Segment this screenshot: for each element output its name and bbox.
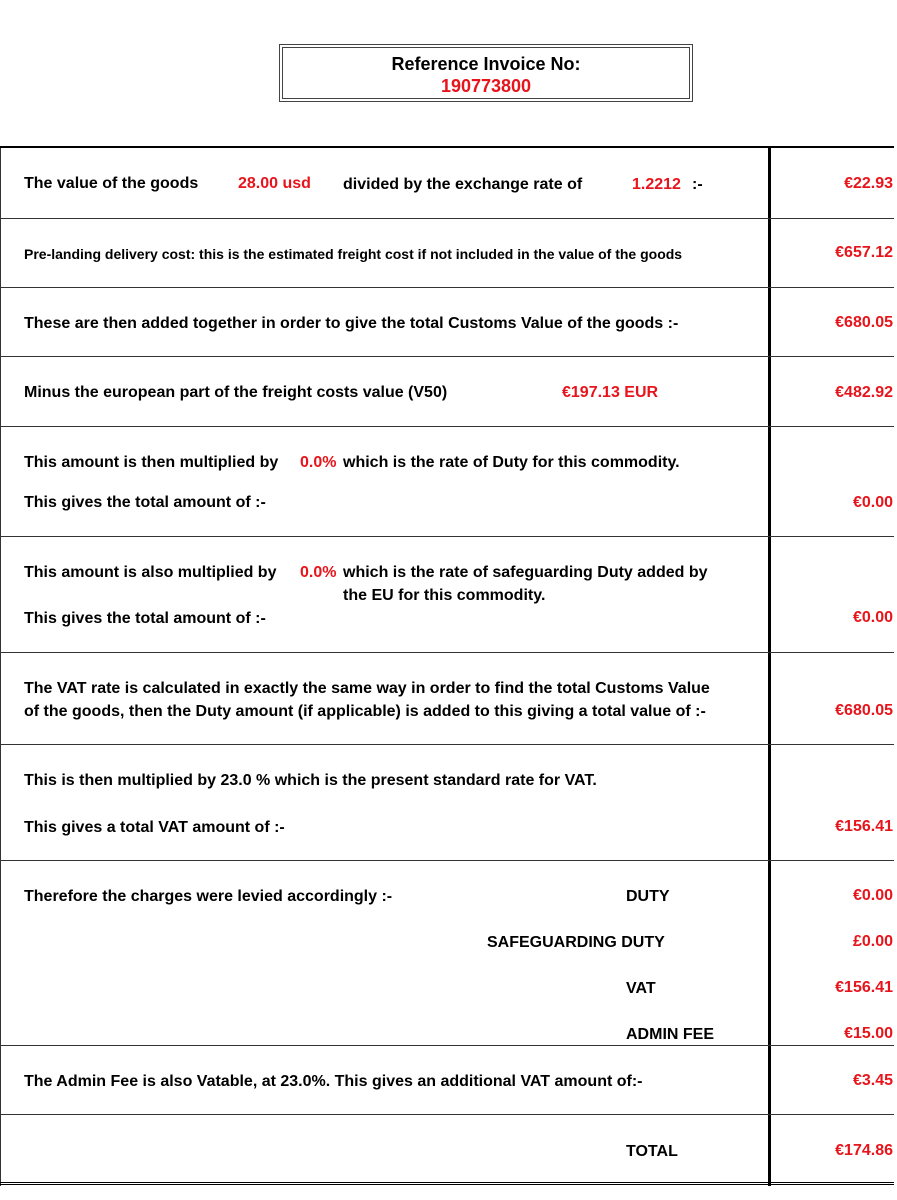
safeguarding-total-label: This gives the total amount of :-: [24, 610, 266, 627]
goods-euro-amount: €22.93: [844, 175, 893, 192]
table-bottom-border: [0, 1182, 894, 1185]
duty-rate-description: which is the rate of Duty for this commodity.: [343, 454, 680, 471]
row-divider: [0, 356, 894, 357]
row-divider: [0, 536, 894, 537]
charge-label-safeguarding: SAFEGUARDING DUTY: [487, 934, 665, 951]
reference-label: Reference Invoice No:: [391, 54, 581, 74]
charge-amount-admin-fee: €15.00: [844, 1025, 893, 1042]
vat-total-label: This gives a total VAT amount of :-: [24, 819, 285, 836]
row-divider: [0, 426, 894, 427]
row-divider: [0, 218, 894, 219]
amount-column-divider: [768, 146, 771, 1186]
charge-amount-safeguarding: £0.00: [852, 933, 893, 950]
goods-value-label: The value of the goods: [24, 175, 199, 192]
duty-rate: 0.0%: [300, 454, 337, 471]
row-divider: [0, 860, 894, 861]
charges-intro: Therefore the charges were levied accordingly :-: [24, 888, 393, 905]
reference-box-inner: [282, 47, 690, 99]
safeguarding-rate: 0.0%: [300, 564, 337, 581]
row-divider: [0, 744, 894, 745]
admin-fee-vat-label: The Admin Fee is also Vatable, at 23.0%. This gives an additional VAT amount of:-: [24, 1073, 643, 1090]
freight-deduction-value: €197.13 EUR: [562, 384, 659, 401]
exchange-rate-label: divided by the exchange rate of: [343, 176, 583, 193]
freight-deduction-label: Minus the european part of the freight costs value (V50): [24, 384, 448, 401]
row-divider: [0, 652, 894, 653]
charge-amount-vat: €156.41: [835, 979, 893, 996]
admin-fee-vat-amount: €3.45: [852, 1072, 893, 1089]
duty-multiplier-label: This amount is then multiplied by: [24, 454, 279, 471]
charge-label-vat: VAT: [626, 980, 656, 997]
total-amount: €174.86: [835, 1142, 893, 1159]
duty-total-label: This gives the total amount of :-: [24, 494, 266, 511]
row-divider: [0, 146, 894, 148]
customs-value-amount: €680.05: [835, 314, 893, 331]
vat-total-amount: €156.41: [835, 818, 893, 835]
reference-number: 190773800: [440, 76, 532, 96]
goods-value: 28.00 usd: [238, 175, 311, 192]
safeguarding-description-line1: which is the rate of safeguarding Duty added by: [343, 564, 708, 581]
safeguarding-total-amount: €0.00: [852, 609, 893, 626]
reference-box: [279, 44, 693, 102]
duty-total-amount: €0.00: [852, 494, 893, 511]
safeguarding-description-line2: the EU for this commodity.: [343, 587, 546, 604]
delivery-cost-amount: €657.12: [835, 244, 893, 261]
vat-rate-line: This is then multiplied by 23.0 % which is the present standard rate for VAT.: [24, 772, 597, 789]
table-left-border: [0, 146, 1, 1186]
safeguarding-multiplier-label: This amount is also multiplied by: [24, 564, 277, 581]
exchange-rate-value: 1.2212: [632, 176, 681, 193]
delivery-cost-label: Pre-landing delivery cost: this is the estimated freight cost if not included in the value of the goods: [24, 246, 683, 262]
row-divider: [0, 287, 894, 288]
total-label: TOTAL: [626, 1143, 678, 1160]
row-divider: [0, 1045, 894, 1046]
vat-base-amount: €680.05: [835, 702, 893, 719]
charge-label-duty: DUTY: [626, 888, 670, 905]
customs-value-label: These are then added together in order to give the total Customs Value of the goods :-: [24, 315, 679, 332]
vat-method-line1: The VAT rate is calculated in exactly the same way in order to find the total Customs Value: [24, 680, 710, 697]
charge-amount-duty: €0.00: [852, 887, 893, 904]
freight-deduction-amount: €482.92: [835, 384, 893, 401]
vat-method-line2: of the goods, then the Duty amount (if applicable) is added to this giving a total value of :-: [24, 703, 706, 720]
charge-label-admin-fee: ADMIN FEE: [626, 1026, 714, 1043]
exchange-rate-suffix: :-: [692, 176, 703, 193]
row-divider: [0, 1114, 894, 1115]
invoice-table: [0, 146, 894, 1186]
